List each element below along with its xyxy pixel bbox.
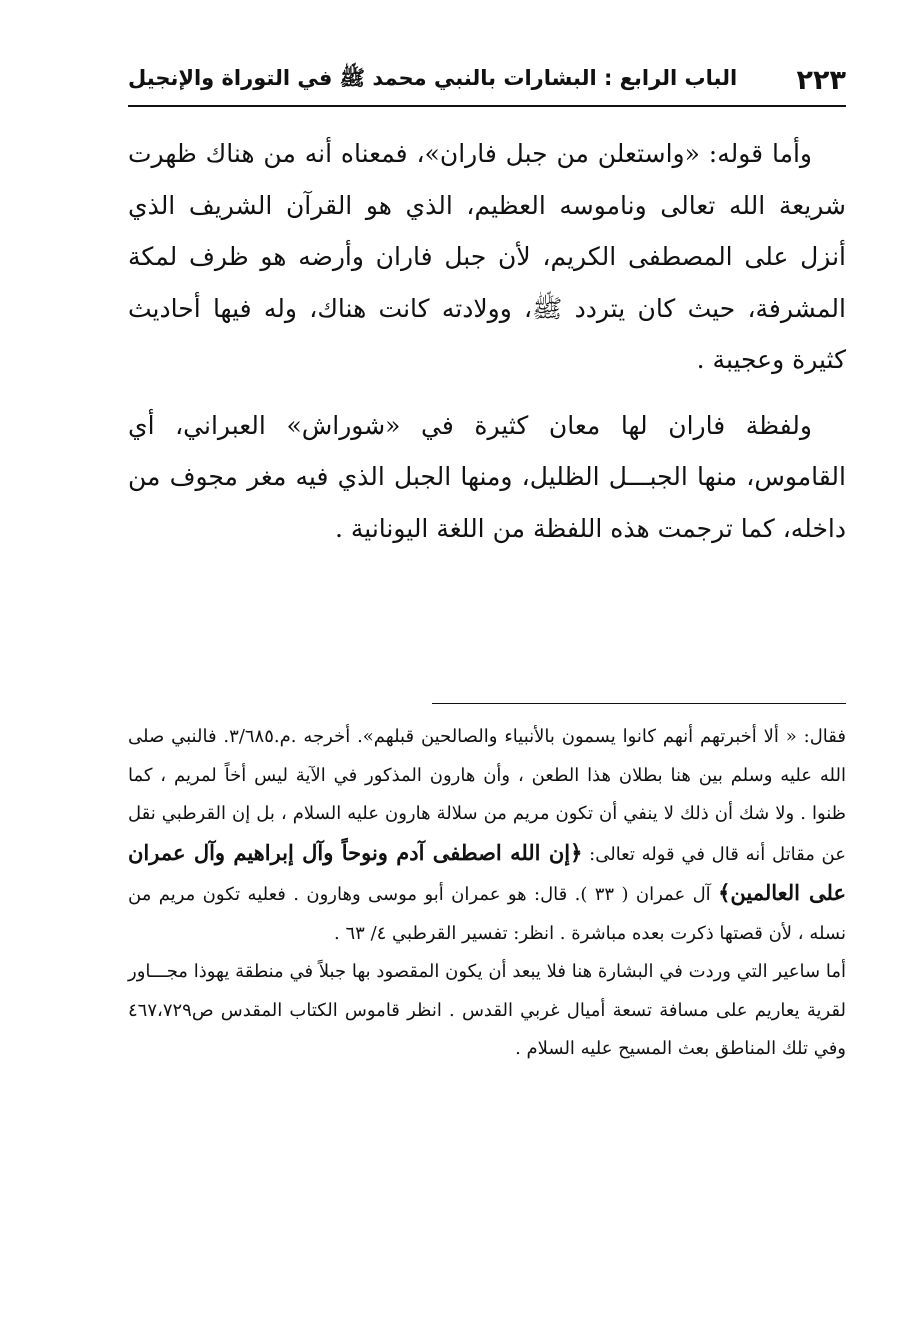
page-header	[128, 58, 846, 102]
quran-verse: ﴿إن الله اصطفى آدم ونوحاً وآل إبراهيم وآل عمران على العالمين﴾	[128, 839, 846, 905]
page-number: ٢٢٣	[796, 64, 846, 96]
footnote-1-text-start: فقال: « ألا أخبرتهم أنهم كانوا يسمون بالأنبياء والصالحين قبلهم». أخرجه .م.٣/٦٨٥. فالنبي صلى الله عليه وسلم بين هنا بطلان هذا الطعن ، وأن هارون المذكور في الآية ليس أخاً لمريم ، كما ظنوا . ولا شك أن ذلك لا ينفي أن تكون مريم من سلالة هارون عليه السلام ، بل إن القرطبي نقل عن مقاتل أنه قال في قوله تعالى:	[128, 726, 847, 865]
main-text	[128, 128, 846, 554]
running-title: الباب الرابع : البشارات بالنبي محمد ﷺ في التوراة والإنجيل	[128, 65, 738, 90]
footnote-1	[128, 718, 846, 953]
footnotes	[128, 718, 846, 1069]
body-paragraph-1: وأما قوله: «واستعلن من جبل فاران»، فمعناه أنه من هناك ظهرت شريعة الله تعالى وناموسه العظيم، الذي هو القرآن الشريف الذي أنزل على المصطفى الكريم، لأن جبل فاران وأرضه هو ظرف لمكة المشرفة، حيث كان يتردد ﷺ، وولادته كانت هناك، وله فيها أحاديث كثيرة وعجيبة .	[128, 139, 846, 374]
footnote-2: أما ساعير التي وردت في البشارة هنا فلا يبعد أن يكون المقصود بها جبلاً في منطقة يهوذا مجـــاور لقرية يعاريم على مسافة تسعة أميال غربي القدس . انظر قاموس الكتاب المقدس ص٤٦٧،٧٢٩ وفي تلك المناطق بعث المسيح عليه السلام .	[128, 961, 846, 1059]
footnote-1-text-end: آل عمران ( ٣٣ ). قال: هو عمران أبو موسى وهارون . فعليه تكون مريم من نسله ، لأن قصتها ذكرت بعده مباشرة . انظر: تفسير القرطبي ٤/ ٦٣ .	[128, 884, 846, 944]
header-rule	[128, 105, 846, 107]
footnote-separator	[432, 703, 846, 704]
body-paragraph-2: ولفظة فاران لها معان كثيرة في «شوراش» العبراني، أي القاموس، منها الجبـــل الظليل، ومنها الجبل الذي فيه مغر مجوف من داخله، كما ترجمت هذه اللفظة من اللغة اليونانية .	[128, 410, 846, 543]
